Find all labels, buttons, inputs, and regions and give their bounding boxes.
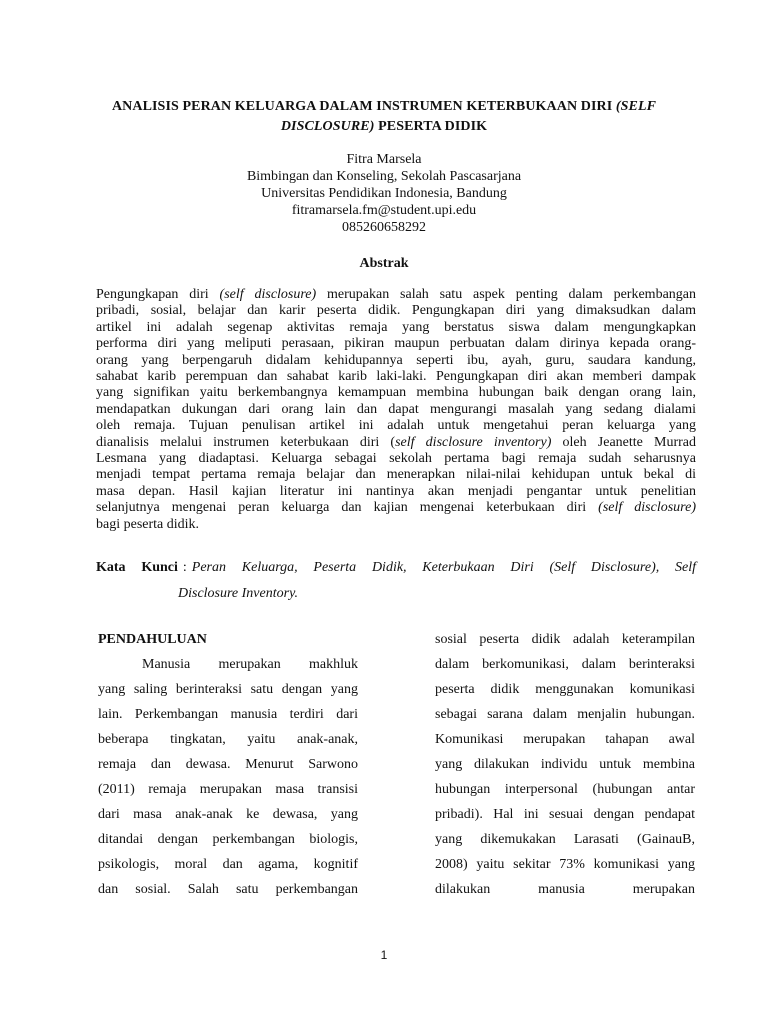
title-line-2	[80, 117, 688, 137]
body-line: 2008) yaitu sekitar 73% komunikasi yang	[435, 857, 695, 872]
title-line-1	[80, 97, 688, 117]
body-line: sebagai sarana dalam menjalin hubungan.	[435, 707, 695, 722]
abstract-heading: Abstrak	[359, 256, 409, 271]
body-line: yang saling berinteraksi satu dengan yang	[98, 682, 358, 697]
title-text: PESERTA DIDIK	[374, 119, 488, 134]
abstract-line	[96, 435, 696, 451]
body-line: ditandai dengan perkembangan biologis,	[98, 832, 358, 847]
author-phone: 085260658292	[342, 220, 426, 235]
body-line: psikologis, moral dan agama, kognitif	[98, 857, 358, 872]
abstract-italic-text: (self disclosure)	[598, 500, 696, 516]
abstract-line: oleh remaja. Tujuan penulisan artikel ini adalah untuk mengetahui peran keluarga yang	[96, 418, 696, 434]
title-italic-text: (SELF	[615, 99, 657, 114]
abstract-text: merupakan salah satu aspek penting dalam perkembangan	[316, 287, 697, 302]
title-italic-text: DISCLOSURE)	[280, 119, 375, 134]
body-line: dalam berkomunikasi, dalam berinteraksi	[435, 657, 695, 672]
body-line: yang dikemukakan Larasati (GainauB,	[435, 832, 695, 847]
abstract-line: Lesmana yang diadaptasi. Keluarga sebagai sekolah pertama bagi remaja sudah seharusnya	[96, 451, 696, 467]
body-line: beberapa tingkatan, yaitu anak-anak,	[98, 732, 358, 747]
body-line: hubungan interpersonal (hubungan antar	[435, 782, 695, 797]
keywords-text: Disclosure Inventory.	[178, 586, 299, 601]
abstract-italic-text: self disclosure inventory)	[395, 434, 552, 450]
keywords-label: Kata Kunci	[96, 560, 178, 575]
body-line: lain. Perkembangan manusia terdiri dari	[98, 707, 358, 722]
abstract-line: sahabat karib perempuan dan sahabat karib laki-laki. Pengungkapan diri akan memberi dampak	[96, 369, 696, 385]
author-info	[80, 151, 688, 236]
abstract-line: masa depan. Hasil kajian literatur ini nantinya akan menjadi pengantar untuk penelitian	[96, 483, 696, 499]
left-column	[98, 627, 358, 902]
body-line: pribadi). Hal ini sesuai dengan pendapat	[435, 807, 695, 822]
keywords-line	[96, 555, 696, 581]
keywords	[96, 555, 696, 607]
abstract-line	[96, 287, 696, 303]
abstract-line	[96, 500, 696, 516]
abstract-line: pribadi, sosial, belajar dan karir peserta didik. Pengungkapan diri yang dimaksudkan dalam	[96, 303, 696, 319]
body-line: dan sosial. Salah satu perkembangan	[98, 882, 358, 897]
abstract-line: yang signifikan yaitu berkembangnya kemampuan membina hubungan baik dengan orang lain,	[96, 385, 696, 401]
author-email: fitramarsela.fm@student.upi.edu	[291, 203, 477, 218]
section-heading: PENDAHULUAN	[98, 632, 207, 647]
body-line: (2011) remaja merupakan masa transisi	[98, 782, 358, 797]
author-university: Universitas Pendidikan Indonesia, Bandung	[261, 186, 507, 201]
abstract-text: Pengungkapan diri	[96, 287, 220, 302]
author-department: Bimbingan dan Konseling, Sekolah Pascasarjana	[246, 169, 522, 184]
body-line: Manusia merupakan makhluk	[142, 657, 358, 672]
paper-title	[80, 97, 688, 137]
keywords-separator: :	[182, 560, 187, 575]
body-line: remaja dan dewasa. Menurut Sarwono	[98, 757, 358, 772]
abstract-line: mendapatkan dukungan dari orang lain dan dapat mengurangi masalah yang sedang dialami	[96, 401, 696, 417]
abstract-line: menjadi tempat pertama remaja belajar dan menerapkan nilai-nilai kehidupan untuk bekal di	[96, 467, 696, 483]
abstract-text: oleh Jeanette Murrad	[551, 434, 696, 450]
keywords-text: Peran Keluarga, Peserta Didik, Keterbukaan Diri (Self Disclosure), Self	[191, 560, 696, 575]
body-line: sosial peserta didik adalah keterampilan	[435, 632, 695, 647]
abstract-line: artikel ini adalah segenap aktivitas remaja yang berstatus siswa dalam mengungkapkan	[96, 319, 696, 335]
title-text: ANALISIS PERAN KELUARGA DALAM INSTRUMEN KETERBUKAAN DIRI	[111, 99, 616, 114]
right-column	[435, 627, 695, 902]
body-line: peserta didik menggunakan komunikasi	[435, 682, 695, 697]
body-line: dari masa anak-anak ke dewasa, yang	[98, 807, 358, 822]
page-number: 1	[380, 948, 388, 962]
body-line: dilakukan manusia merupakan	[435, 882, 695, 897]
abstract-italic-text: (self disclosure)	[219, 287, 317, 302]
abstract-line: performa diri yang meliputi perasaan, pikiran maupun perbuatan dalam dirinya kepada orang-	[96, 336, 696, 352]
author-name: Fitra Marsela	[346, 152, 422, 167]
abstract-text: dianalisis melalui instrumen keterbukaan diri (	[96, 434, 396, 450]
abstract-line: orang yang berpengaruh didalam kehidupannya seperti ibu, ayah, guru, saudara kandung,	[96, 352, 696, 368]
body-line: Komunikasi merupakan tahapan awal	[435, 732, 695, 747]
abstract-text: selanjutnya mengenai peran keluarga dan kajian mengenai keterbukaan diri	[96, 500, 599, 516]
abstract-body	[96, 287, 696, 533]
body-line: yang dilakukan individu untuk membina	[435, 757, 695, 772]
abstract-line: bagi peserta didik.	[96, 516, 200, 532]
